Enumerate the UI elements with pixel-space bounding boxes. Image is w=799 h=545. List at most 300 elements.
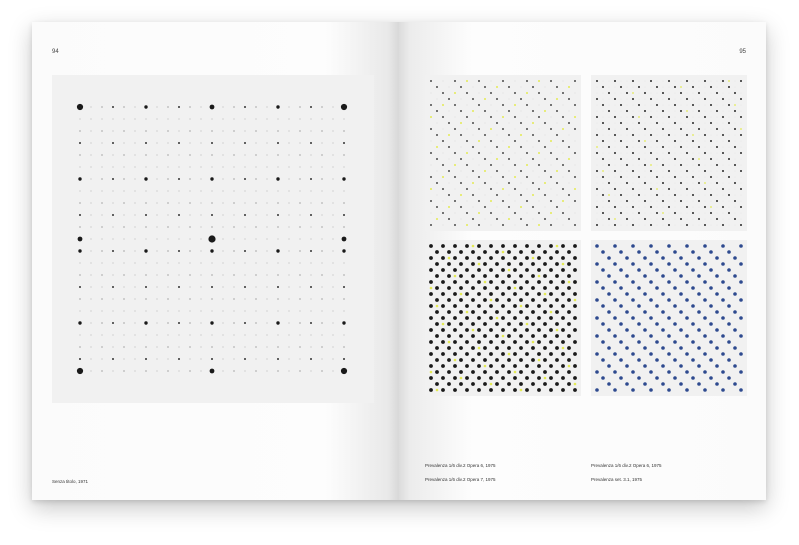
black-dot [740, 224, 742, 226]
black-dot [519, 322, 523, 326]
grid-dot [322, 263, 323, 264]
grid-dot [135, 119, 136, 120]
yellow-dot [550, 311, 553, 314]
grid-dot [223, 371, 224, 372]
faint-dot [705, 159, 706, 160]
grid-dot [91, 119, 92, 120]
grid-dot [135, 251, 136, 252]
grid-dot [233, 322, 234, 323]
grid-dot [102, 215, 103, 216]
black-dot [454, 104, 456, 106]
black-dot [656, 158, 658, 160]
faint-dot [603, 93, 604, 94]
grid-dot [321, 178, 322, 179]
grid-dot [289, 215, 290, 216]
black-dot [496, 170, 498, 172]
black-dot [459, 286, 463, 290]
grid-dot [157, 179, 158, 180]
black-dot [453, 316, 457, 320]
blue-dot [739, 298, 743, 302]
blue-dot [613, 370, 617, 374]
black-dot [513, 304, 517, 308]
grid-dot [244, 358, 246, 360]
faint-dot [533, 171, 534, 172]
black-dot [674, 158, 676, 160]
black-dot [668, 170, 670, 172]
grid-dot [256, 215, 257, 216]
blue-dot [721, 388, 725, 392]
faint-dot [627, 135, 628, 136]
faint-dot [621, 117, 622, 118]
grid-dot [233, 370, 234, 371]
faint-dot [609, 87, 610, 88]
faint-dot [503, 141, 504, 142]
black-dot [662, 128, 664, 130]
black-dot [543, 322, 547, 326]
grid-dot [289, 203, 290, 204]
yellow-dot [556, 329, 559, 332]
black-dot [716, 146, 718, 148]
black-dot [436, 158, 438, 160]
faint-dot [687, 159, 688, 160]
grid-dot [256, 167, 257, 168]
faint-dot [609, 213, 610, 214]
grid-dot [255, 250, 256, 251]
blue-dot [613, 352, 617, 356]
faint-dot [603, 117, 604, 118]
black-dot [567, 346, 571, 350]
black-dot [466, 116, 468, 118]
grid-dot [146, 263, 147, 264]
faint-dot [491, 81, 492, 82]
grid-dot [145, 298, 146, 299]
black-dot [562, 188, 564, 190]
black-dot [632, 134, 634, 136]
black-dot [632, 188, 634, 190]
blue-dot [709, 322, 713, 326]
grid-dot [343, 346, 344, 347]
black-dot [501, 352, 505, 356]
yellow-dot [430, 371, 433, 374]
black-dot [668, 206, 670, 208]
grid-dot [157, 287, 158, 288]
black-dot [543, 298, 547, 302]
grid-dot [144, 321, 147, 324]
grid-dot [300, 359, 301, 360]
grid-dot [91, 359, 92, 360]
faint-dot [615, 141, 616, 142]
black-dot [513, 340, 517, 344]
faint-dot [729, 153, 730, 154]
grid-dot [289, 287, 290, 288]
faint-dot [693, 189, 694, 190]
black-dot [483, 346, 487, 350]
faint-dot [663, 99, 664, 100]
grid-dot [299, 130, 300, 131]
blue-dot [643, 382, 647, 386]
black-dot [489, 352, 493, 356]
faint-dot [503, 165, 504, 166]
yellow-dot [460, 122, 462, 124]
grid-dot [267, 215, 268, 216]
black-dot [704, 80, 706, 82]
grid-dot [91, 179, 92, 180]
black-dot [447, 262, 451, 266]
black-dot [531, 382, 535, 386]
grid-dot [278, 263, 279, 264]
faint-dot [645, 189, 646, 190]
blue-dot [655, 322, 659, 326]
grid-dot [123, 370, 124, 371]
faint-dot [627, 207, 628, 208]
faint-dot [645, 195, 646, 196]
yellow-dot [436, 146, 438, 148]
blue-dot [733, 274, 737, 278]
faint-dot [717, 207, 718, 208]
grid-dot [113, 347, 114, 348]
black-dot [568, 122, 570, 124]
yellow-dot [454, 359, 457, 362]
faint-dot [741, 177, 742, 178]
black-dot [555, 298, 559, 302]
blue-dot [721, 334, 725, 338]
black-dot [532, 134, 534, 136]
black-dot [680, 200, 682, 202]
grid-dot [179, 227, 180, 228]
faint-dot [603, 201, 604, 202]
yellow-dot [538, 275, 541, 278]
black-dot [466, 188, 468, 190]
faint-dot [527, 117, 528, 118]
faint-dot [681, 207, 682, 208]
grid-dot [80, 335, 81, 336]
grid-dot [189, 298, 190, 299]
black-dot [502, 128, 504, 130]
black-dot [537, 376, 541, 380]
black-dot [448, 194, 450, 196]
faint-dot [675, 183, 676, 184]
blue-dot [643, 364, 647, 368]
grid-dot [233, 154, 234, 155]
grid-dot [255, 346, 256, 347]
black-dot [549, 292, 553, 296]
grid-dot [223, 335, 224, 336]
grid-dot [178, 178, 180, 180]
black-dot [728, 212, 730, 214]
faint-dot [615, 111, 616, 112]
grid-dot [276, 177, 279, 180]
yellow-dot [490, 128, 492, 130]
blue-dot [703, 298, 707, 302]
blue-dot [739, 334, 743, 338]
faint-dot [723, 123, 724, 124]
black-dot [544, 194, 546, 196]
faint-dot [621, 135, 622, 136]
caption-row2-right: Prevalenza set. 3.1, 1975 [591, 477, 643, 482]
grid-dot [190, 311, 191, 312]
faint-dot [669, 129, 670, 130]
black-dot [513, 280, 517, 284]
faint-dot [657, 147, 658, 148]
grid-dot [223, 323, 224, 324]
grid-dot [311, 131, 312, 132]
blue-dot [685, 334, 689, 338]
yellow-dot [508, 353, 511, 356]
black-dot [465, 268, 469, 272]
faint-dot [575, 165, 576, 166]
black-dot [447, 370, 451, 374]
faint-dot [651, 87, 652, 88]
blue-dot [625, 256, 629, 260]
faint-dot [717, 99, 718, 100]
grid-dot [223, 119, 224, 120]
yellow-dot [460, 194, 462, 196]
faint-dot [699, 171, 700, 172]
black-dot [734, 200, 736, 202]
left-page [32, 22, 399, 500]
faint-dot [675, 189, 676, 190]
grid-dot [112, 106, 114, 108]
black-dot [495, 310, 499, 314]
black-dot [501, 328, 505, 332]
grid-dot [321, 370, 322, 371]
black-dot [561, 292, 565, 296]
grid-dot [255, 106, 256, 107]
grid-dot [310, 250, 312, 252]
black-dot [668, 188, 670, 190]
blue-dot [715, 346, 719, 350]
faint-dot [693, 201, 694, 202]
faint-dot [545, 207, 546, 208]
black-dot [478, 200, 480, 202]
faint-dot [657, 117, 658, 118]
grid-dot [178, 322, 180, 324]
blue-dot [619, 376, 623, 380]
faint-dot [557, 147, 558, 148]
black-dot [478, 176, 480, 178]
black-dot [710, 104, 712, 106]
black-dot [501, 388, 505, 392]
grid-dot [112, 142, 114, 144]
grid-dot [201, 227, 202, 228]
black-dot [471, 250, 475, 254]
black-dot [656, 212, 658, 214]
grid-dot [322, 239, 323, 240]
grid-dot [157, 359, 158, 360]
black-dot [632, 98, 634, 100]
grid-dot [223, 107, 224, 108]
faint-dot [705, 123, 706, 124]
grid-dot [245, 311, 246, 312]
grid-dot [91, 299, 92, 300]
faint-dot [729, 93, 730, 94]
faint-dot [615, 183, 616, 184]
grid-dot [157, 263, 158, 264]
black-dot [429, 304, 433, 308]
grid-dot [135, 239, 136, 240]
blue-dot [595, 334, 599, 338]
grid-dot [210, 249, 213, 252]
yellow-dot [520, 305, 523, 308]
grid-dot [256, 263, 257, 264]
grid-dot [113, 167, 114, 168]
grid-dot [211, 154, 212, 155]
blue-dot [631, 370, 635, 374]
black-dot [704, 152, 706, 154]
grid-dot [124, 191, 125, 192]
black-dot [716, 164, 718, 166]
black-dot [602, 176, 604, 178]
faint-dot [711, 225, 712, 226]
faint-dot [539, 129, 540, 130]
black-dot [567, 274, 571, 278]
faint-dot [735, 153, 736, 154]
faint-dot [621, 189, 622, 190]
faint-dot [497, 183, 498, 184]
black-dot [441, 256, 445, 260]
grid-dot [289, 311, 290, 312]
black-dot [489, 316, 493, 320]
grid-dot [101, 274, 102, 275]
black-dot [495, 382, 499, 386]
blue-dot [697, 274, 701, 278]
grid-dot [289, 155, 290, 156]
faint-dot [645, 81, 646, 82]
faint-dot [729, 225, 730, 226]
black-dot [567, 322, 571, 326]
grid-dot [179, 155, 180, 156]
grid-dot [234, 359, 235, 360]
faint-dot [597, 159, 598, 160]
blue-dot [601, 286, 605, 290]
black-dot [538, 212, 540, 214]
black-dot [614, 134, 616, 136]
blue-dot [661, 292, 665, 296]
black-dot [465, 280, 469, 284]
black-dot [502, 80, 504, 82]
grid-dot [157, 239, 158, 240]
faint-dot [663, 123, 664, 124]
faint-dot [729, 165, 730, 166]
black-dot [698, 200, 700, 202]
grid-dot [167, 322, 168, 323]
faint-dot [461, 99, 462, 100]
faint-dot [669, 93, 670, 94]
faint-dot [485, 219, 486, 220]
faint-dot [621, 183, 622, 184]
faint-dot [669, 159, 670, 160]
black-dot [466, 140, 468, 142]
faint-dot [615, 105, 616, 106]
faint-dot [597, 93, 598, 94]
black-dot [501, 292, 505, 296]
faint-dot [621, 219, 622, 220]
faint-dot [597, 129, 598, 130]
grid-dot [289, 227, 290, 228]
faint-dot [597, 201, 598, 202]
grid-dot [179, 167, 180, 168]
grid-dot [201, 167, 202, 168]
black-dot [484, 110, 486, 112]
yellow-dot [728, 80, 730, 82]
grid-dot [78, 321, 81, 324]
grid-dot [112, 250, 114, 252]
faint-dot [437, 171, 438, 172]
black-dot [532, 182, 534, 184]
black-dot [429, 268, 433, 272]
grid-dot [311, 119, 312, 120]
black-dot [454, 80, 456, 82]
yellow-dot [502, 335, 505, 338]
black-dot [472, 98, 474, 100]
faint-dot [615, 147, 616, 148]
black-dot [477, 364, 481, 368]
grid-dot [333, 203, 334, 204]
faint-dot [563, 225, 564, 226]
grid-dot [208, 235, 215, 242]
black-dot [734, 218, 736, 220]
black-dot [513, 268, 517, 272]
black-dot [442, 212, 444, 214]
faint-dot [687, 141, 688, 142]
black-dot [543, 382, 547, 386]
grid-dot [333, 227, 334, 228]
faint-dot [633, 147, 634, 148]
yellow-dot [472, 110, 474, 112]
blue-dot [667, 244, 671, 248]
black-dot [573, 328, 577, 332]
black-dot [441, 316, 445, 320]
black-dot [549, 328, 553, 332]
black-dot [454, 128, 456, 130]
blue-dot [721, 370, 725, 374]
grid-dot [124, 263, 125, 264]
black-dot [692, 176, 694, 178]
grid-dot [157, 119, 158, 120]
black-dot [477, 280, 481, 284]
black-dot [555, 334, 559, 338]
grid-dot [311, 299, 312, 300]
grid-dot [256, 119, 257, 120]
faint-dot [675, 81, 676, 82]
black-dot [562, 92, 564, 94]
faint-dot [467, 177, 468, 178]
faint-dot [657, 153, 658, 154]
faint-dot [735, 117, 736, 118]
grid-dot [189, 322, 190, 323]
blue-dot [619, 340, 623, 344]
black-dot [537, 328, 541, 332]
black-dot [662, 218, 664, 220]
black-dot [561, 376, 565, 380]
faint-dot [431, 93, 432, 94]
blue-dot [715, 382, 719, 386]
black-dot [734, 146, 736, 148]
black-dot [644, 164, 646, 166]
grid-dot [277, 142, 279, 144]
grid-dot [201, 251, 202, 252]
artwork-yellow-black-diagonal-sparse [425, 75, 581, 231]
faint-dot [687, 129, 688, 130]
black-dot [638, 86, 640, 88]
blue-dot [721, 352, 725, 356]
blue-dot [637, 340, 641, 344]
black-dot [489, 340, 493, 344]
black-dot [573, 340, 577, 344]
black-dot [674, 140, 676, 142]
grid-dot [311, 155, 312, 156]
grid-dot [157, 227, 158, 228]
